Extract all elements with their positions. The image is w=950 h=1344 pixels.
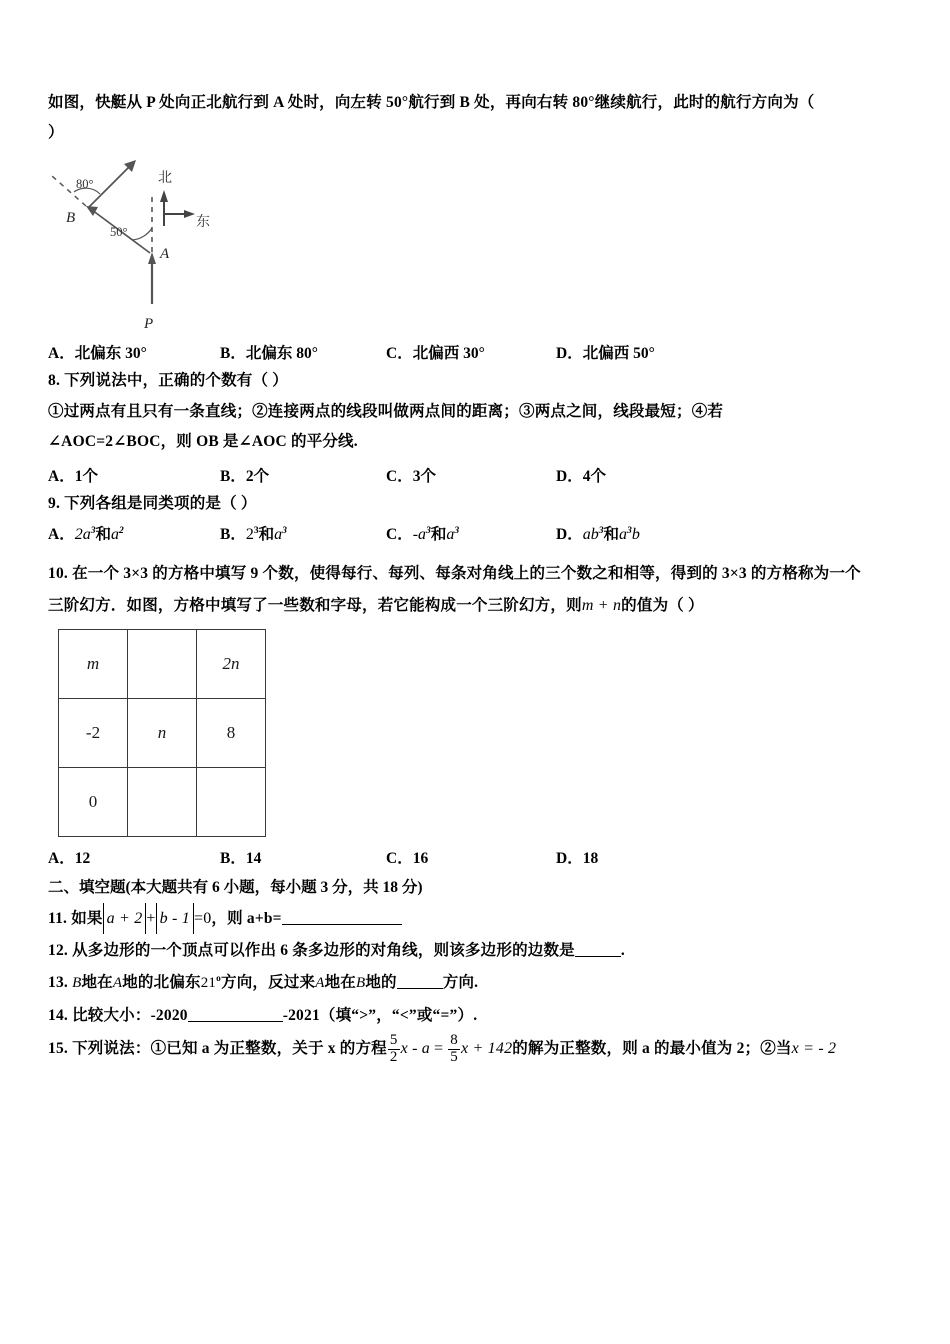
option-8-b[interactable]: B．2个 [220,468,270,486]
magic-cell-r3c2 [128,767,197,836]
option-10-a[interactable]: A．12 [48,849,91,867]
question-10 [48,559,908,868]
option-8-a[interactable]: A．1个 [48,468,98,486]
option-9-a[interactable]: A．$2a^3$和$a^2$ [48,525,124,544]
option-7-b[interactable]: B．北偏东 80° [220,345,318,363]
question-8-stem-line-1: 8. 下列说法中，正确的个数有（ ） [48,372,288,390]
navigation-diagram [48,154,348,334]
option-10-d[interactable]: D．18 [556,849,599,867]
option-8-c[interactable]: C．3个 [386,468,436,486]
magic-cell-r2c1: -2 [59,698,128,767]
question-9-stem-line-1: 9. 下列各组是同类项的是（ ） [48,495,257,513]
fraction-eight-fifths: $\frac{8}{5}$ [450,1032,458,1065]
option-9-c[interactable]: C．$-a^3$和$a^3$ [386,525,460,544]
table-row [59,698,266,767]
absolute-value-1: a + 2 [103,903,147,934]
magic-cell-r1c1: m [59,629,128,698]
option-7-d[interactable]: D．北偏西 50° [556,345,655,363]
label-point-b: B [66,210,76,227]
magic-cell-r1c2 [128,629,197,698]
magic-cell-r2c2: n [128,698,197,767]
label-angle-80: 80° [76,177,94,192]
question-7-stem-line-1: 如图，快艇从 P 处向正北航行到 A 处时，向左转 50°航行到 B 处，再向右转 80°继续航行，此时的航行方向为（ [48,94,815,111]
compass-east-label: 东 [196,213,210,230]
absolute-value-2: b - 1 [156,903,194,934]
question-10-options [48,843,908,869]
question-7 [48,88,908,364]
question-14: 14. 比较大小：-2020 -2021（填“>”，“<”或“=”）. [48,1006,478,1024]
option-9-b[interactable]: B．$2^3$和$a^3$ [220,525,287,544]
label-point-a: A [160,246,170,263]
question-8-options [48,461,908,487]
magic-square-grid [58,629,266,837]
question-9-options [48,523,908,557]
option-8-d[interactable]: D．4个 [556,468,606,486]
magic-cell-r2c3: 8 [197,698,266,767]
question-7-options [48,338,908,364]
option-10-c[interactable]: C．16 [386,849,429,867]
section-2-heading: 二、填空题(本大题共有 6 小题，每小题 3 分，共 18 分) [48,878,423,896]
answer-blank-11[interactable] [282,924,402,925]
question-11: 11. 如果 a + 2 + b - 1 =0，则 a+b= [48,903,908,934]
question-13: 13. B地在A地的北偏东21$^o$方向，反过来A地在B地的 方向. [48,974,479,992]
label-point-p: P [144,316,154,333]
magic-cell-r1c3: 2n [197,629,266,698]
option-7-a[interactable]: A．北偏东 30° [48,345,147,363]
magic-cell-r3c1: 0 [59,767,128,836]
answer-blank-12[interactable] [575,956,621,957]
question-8-stem-line-2: ①过两点有且只有一条直线；②连接两点的线段叫做两点间的距离；③两点之间，线段最短；④若 [48,402,724,420]
question-10-stem-line-1: 10. 在一个 3×3 的方格中填写 9 个数，使得每行、每列、每条对角线上的三个数之和相等，得到的 3×3 的方格称为一个 [48,565,861,583]
question-9 [48,489,908,557]
label-angle-50: 50° [110,225,128,240]
option-9-d[interactable]: D．$ab^3$和$a^3b$ [556,525,640,544]
table-row [59,767,266,836]
compass-north-label: 北 [158,169,172,186]
option-10-b[interactable]: B．14 [220,849,262,867]
question-8 [48,366,908,487]
option-7-c[interactable]: C．北偏西 30° [386,345,485,363]
page-content [48,88,908,1067]
navigation-diagram-svg [48,154,348,334]
question-15: 15. 下列说法：①已知 a 为正整数，关于 x 的方程 $\frac{5}{2}$ x - a = $\frac{8}{5}$ x + 142的解为正整数，则 a 的最小值为 2；②当x = - 2 [48,1032,837,1065]
question-7-stem-line-2: ） [48,124,64,142]
fraction-five-halves: $\frac{5}{2}$ [389,1032,398,1065]
question-10-stem-line-2: 三阶幻方．如图，方格中填写了一些数和字母，若它能构成一个三阶幻方，则m + n的值为（ ） [48,596,704,614]
answer-blank-14[interactable] [188,1021,283,1022]
question-12: 12. 从多边形的一个顶点可以作出 6 条多边形的对角线，则该多边形的边数是 . [48,942,625,960]
table-row [59,629,266,698]
magic-cell-r3c3 [197,767,266,836]
answer-blank-13[interactable] [397,988,443,989]
question-8-stem-line-3: ∠AOC=2∠BOC，则 OB 是∠AOC 的平分线. [48,432,358,450]
